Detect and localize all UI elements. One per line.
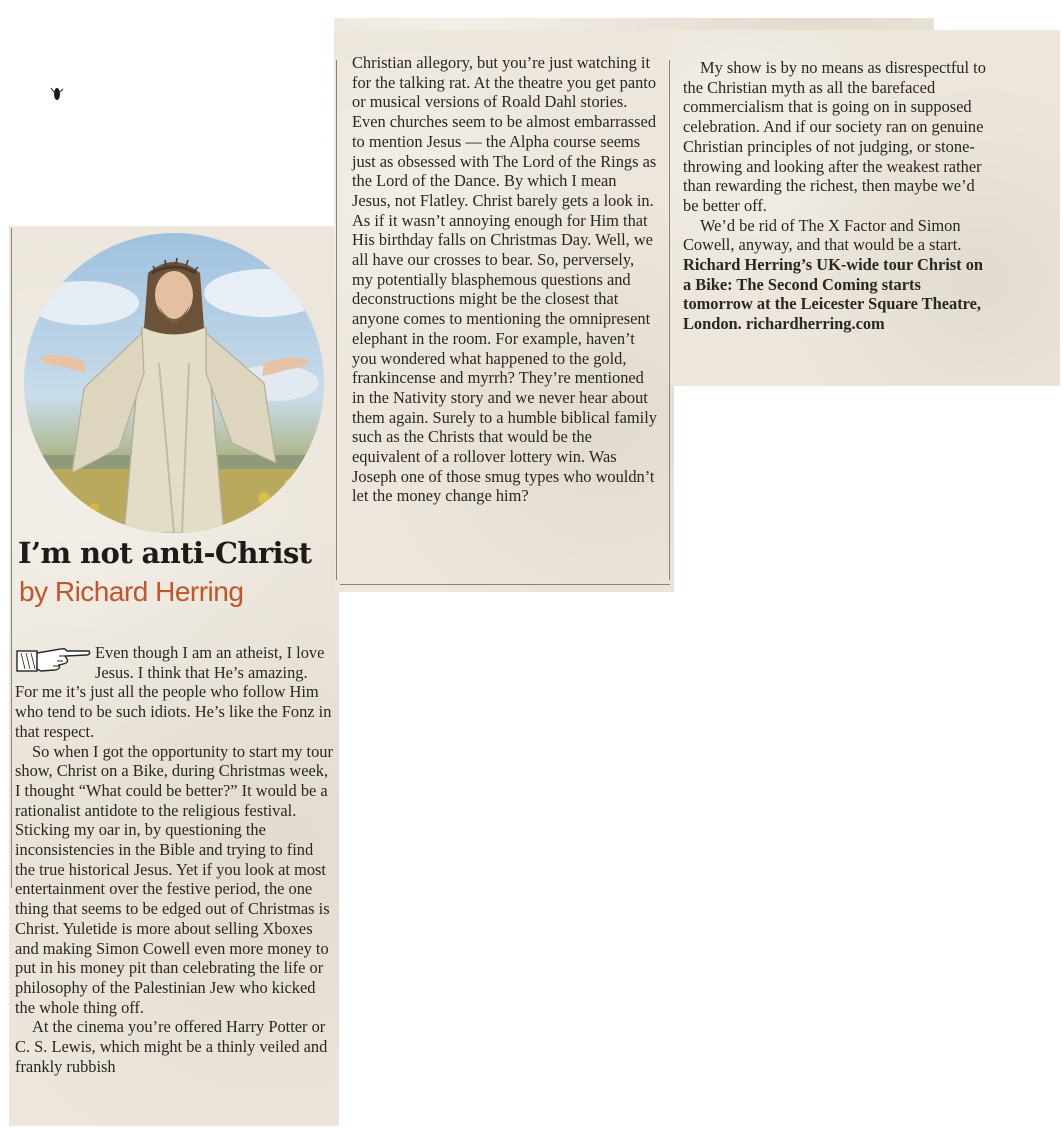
paragraph: My show is by no means as disrespectful to the Christian myth as all the barefaced commercialism that is going on in supposed celebration. And if our society ran on genuine Christian principles of not judging, or stone-throwing and looking after the weakest rather than rewarding the richest, then maybe we’d be better off.: [683, 58, 986, 215]
tour-credit: Richard Herring’s UK-wide tour Christ on a Bike: The Second Coming starts tomorrow at the Leicester Square Theatre, London. richardherring.com: [683, 255, 984, 334]
column-rule: [340, 584, 670, 585]
scan-speck: [50, 84, 64, 104]
pointing-hand-icon: [15, 643, 91, 677]
headline: I’m not anti-Christ: [18, 536, 312, 570]
article-column-right: [683, 58, 993, 334]
paragraph: We’d be rid of The X Factor and Simon Cowell, anyway, and that would be a start.: [683, 215, 962, 255]
paragraph: Even though I am an atheist, I love Jesus. I think that He’s amazing. For me it’s just all the people who follow Him who tend to be such idiots. He’s like the Fonz in that respect.: [15, 643, 332, 741]
byline: by Richard Herring: [19, 576, 244, 607]
jesus-figure-illustration: [24, 233, 324, 533]
paragraph: At the cinema you’re offered Harry Potter or C. S. Lewis, which might be a thinly veiled and frankly rubbish: [15, 1017, 328, 1076]
column-rule: [336, 60, 337, 580]
paragraph: So when I got the opportunity to start my tour show, Christ on a Bike, during Christmas week, I thought “What could be better?” It would be a rationalist antidote to the religious festival. Sticking my oar in, by questioning the inconsistencies in the Bible and trying to find the true historical Jesus. Yet if you look at most entertainment over the festive period, the one thing that seems to be edged out of Christmas is Christ. Yuletide is more about selling Xboxes and making Simon Cowell even more money to put in his money pit than celebrating the life or philosophy of the Palestinian Jew who kicked the whole thing off.: [15, 741, 333, 1017]
hero-photo: [24, 233, 324, 533]
article-column-middle: [352, 53, 658, 506]
column-rule: [11, 228, 12, 888]
paragraph: Christian allegory, but you’re just watching it for the talking rat. At the theatre you get panto or musical versions of Roald Dahl stories. Even churches seem to be almost embarrassed to mention Jesus — the Alpha course seems just as obsessed with The Lord of the Rings as the Lord of the Dance. By which I mean Jesus, not Flatley. Christ barely gets a look in. As if it wasn’t annoying enough for Him that His birthday falls on Christmas Day. Well, we all have our crosses to bear. So, perversely, my potentially blasphemous questions and deconstructions might be the closest that anyone comes to mentioning the omnipresent elephant in the room. For example, haven’t you wondered what happened to the gold, frankincense and myrrh? They’re mentioned in the Nativity story and we never hear about them again. Surely to a humble biblical family such as the Christs that would be the equivalent of a rollover lottery win. Was Joseph one of those smug types who wouldn’t let the money change him?: [352, 53, 657, 506]
article-column-left: [15, 643, 333, 1076]
column-rule: [669, 60, 670, 580]
